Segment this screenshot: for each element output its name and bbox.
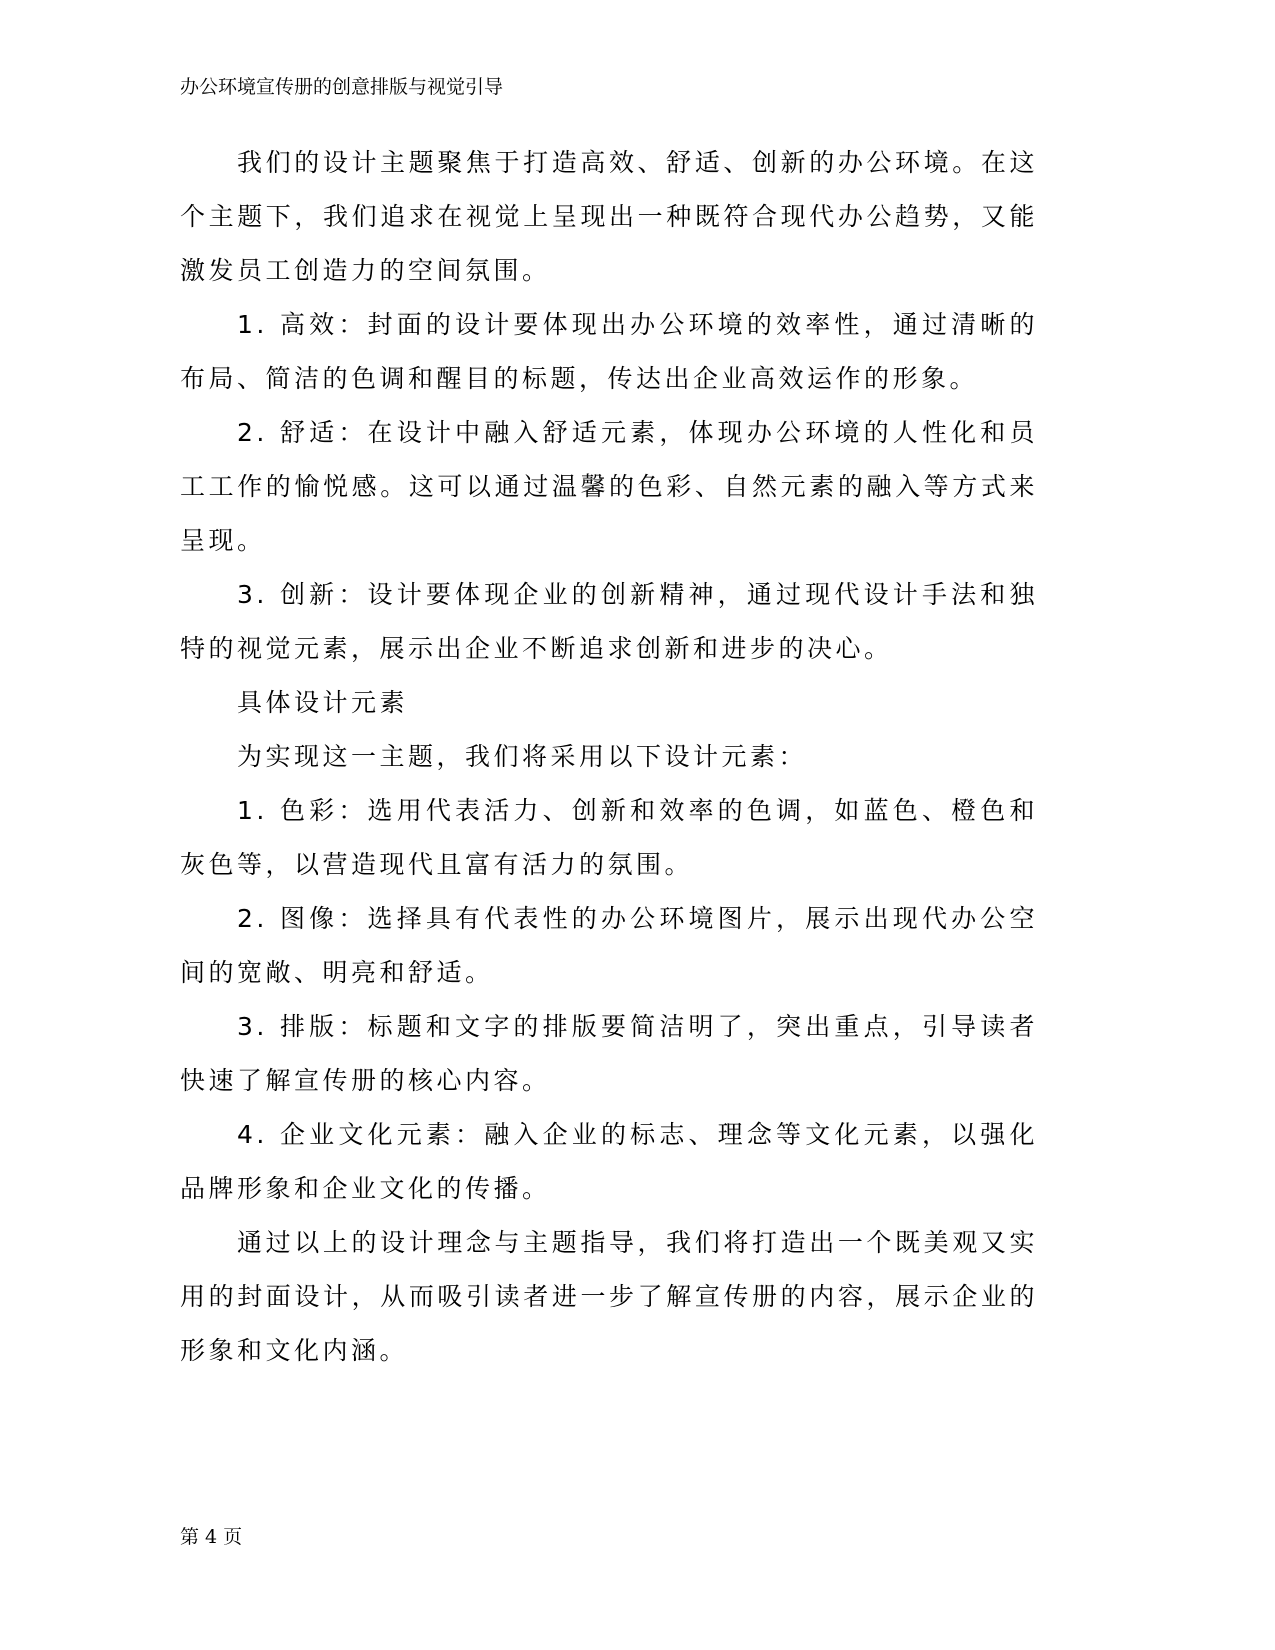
list-item-layout: 3. 排版：标题和文字的排版要简洁明了，突出重点，引导读者快速了解宣传册的核心内容。 [180,1012,1038,1095]
list-item-comfort: 2. 舒适：在设计中融入舒适元素，体现办公环境的人性化和员工工作的愉悦感。这可以通过温馨的色彩、自然元素的融入等方式来呈现。 [180,418,1038,555]
list-item-color: 1. 色彩：选用代表活力、创新和效率的色调，如蓝色、橙色和灰色等，以营造现代且富有活力的氛围。 [180,796,1038,879]
intro-paragraph: 我们的设计主题聚焦于打造高效、舒适、创新的办公环境。在这个主题下，我们追求在视觉上呈现出一种既符合现代办公趋势，又能激发员工创造力的空间氛围。 [180,148,1038,285]
page-header-title: 办公环境宣传册的创意排版与视觉引导 [180,76,504,98]
section-intro-paragraph: 为实现这一主题，我们将采用以下设计元素： [237,742,808,771]
document-body [180,136,1038,1378]
list-item-efficiency: 1. 高效：封面的设计要体现出办公环境的效率性，通过清晰的布局、简洁的色调和醒目的标题，传达出企业高效运作的形象。 [180,310,1038,393]
list-item-corporate-culture: 4. 企业文化元素：融入企业的标志、理念等文化元素，以强化品牌形象和企业文化的传播。 [180,1120,1038,1203]
conclusion-paragraph: 通过以上的设计理念与主题指导，我们将打造出一个既美观又实用的封面设计，从而吸引读者进一步了解宣传册的内容，展示企业的形象和文化内涵。 [180,1228,1038,1365]
list-item-image: 2. 图像：选择具有代表性的办公环境图片，展示出现代办公空间的宽敞、明亮和舒适。 [180,904,1038,987]
section-heading: 具体设计元素 [237,688,409,717]
page-number: 第 4 页 [180,1526,243,1548]
list-item-innovation: 3. 创新：设计要体现企业的创新精神，通过现代设计手法和独特的视觉元素，展示出企业不断追求创新和进步的决心。 [180,580,1038,663]
